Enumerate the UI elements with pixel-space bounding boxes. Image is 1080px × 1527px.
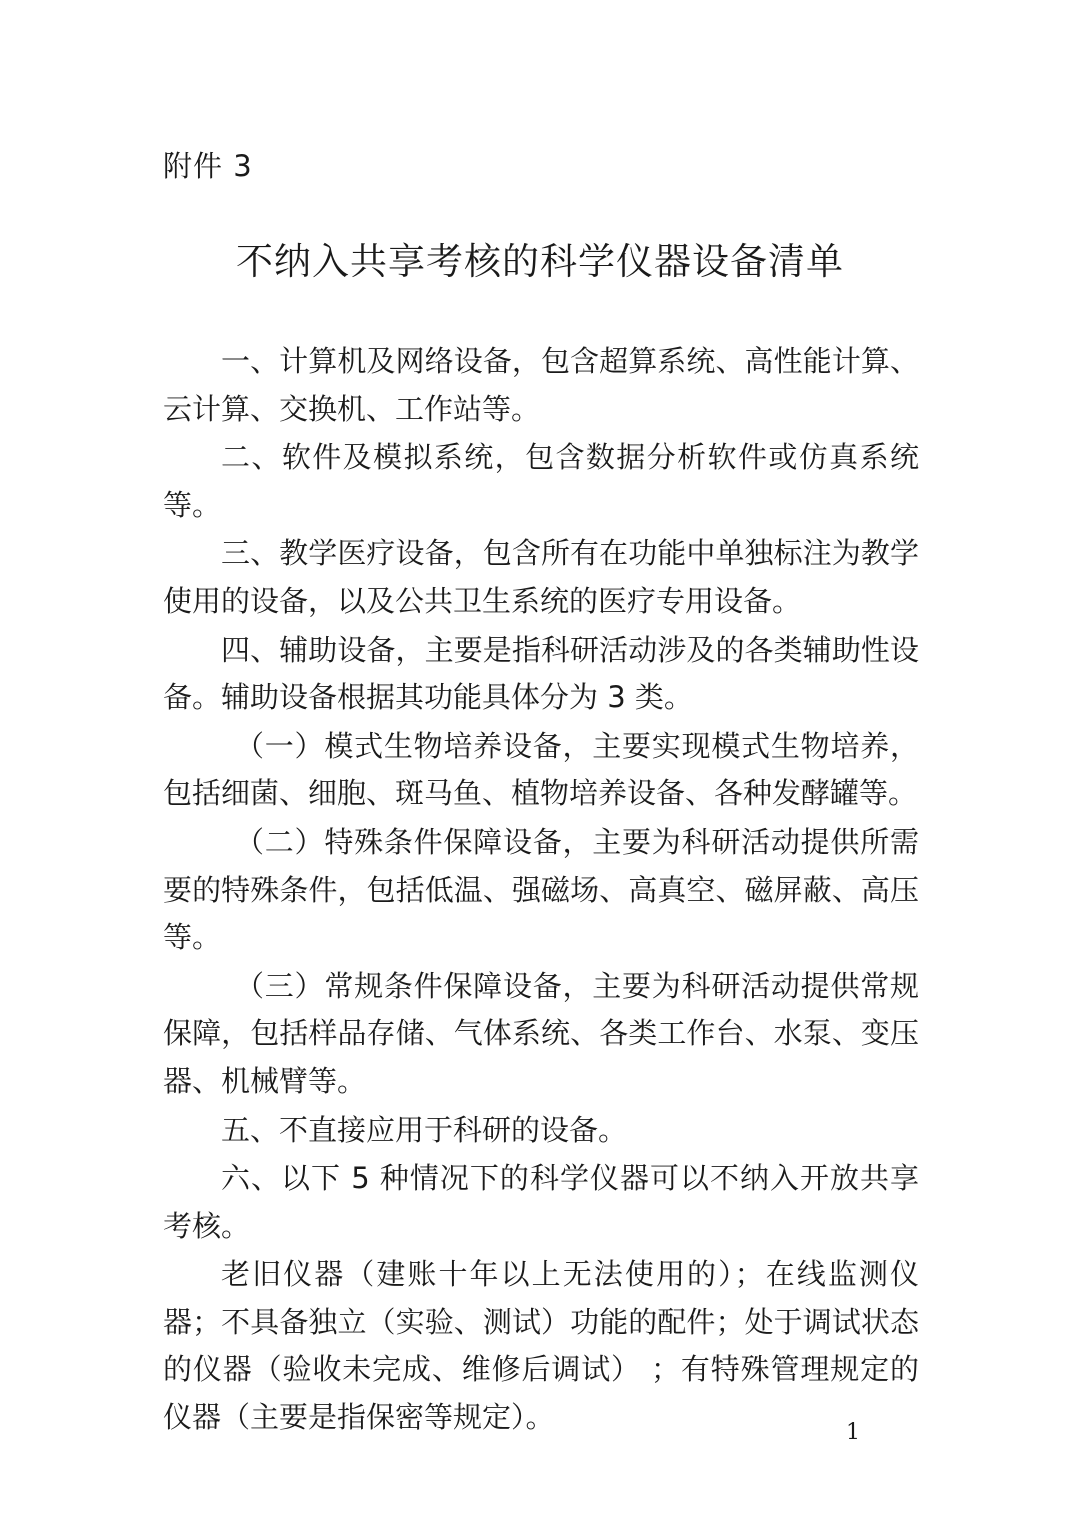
paragraph-five-situations: 六、以下 5 种情况下的科学仪器可以不纳入开放共享考核。 — [163, 1161, 919, 1243]
paragraph-special-conditions: （二）特殊条件保障设备，主要为科研活动提供所需要的特殊条件，包括低温、强磁场、高真空、磁屏蔽、高压等。 — [163, 824, 919, 955]
document-title: 不纳入共享考核的科学仪器设备清单 — [236, 240, 844, 283]
paragraph-computing-equipment: 一、计算机及网络设备，包含超算系统、高性能计算、云计算、交换机、工作站等。 — [163, 344, 919, 426]
paragraph-software-simulation: 二、软件及模拟系统，包含数据分析软件或仿真系统等。 — [163, 440, 919, 522]
paragraph-regular-conditions: （三）常规条件保障设备，主要为科研活动提供常规保障，包括样品存储、气体系统、各类工作台、水泵、变压器、机械臂等。 — [163, 968, 919, 1098]
document-body — [163, 338, 919, 1443]
page-number: 1 — [846, 1420, 860, 1445]
paragraph-model-organism: （一）模式生物培养设备，主要实现模式生物培养，包括细菌、细胞、斑马鱼、植物培养设备、各种发酵罐等。 — [163, 728, 919, 811]
paragraph-non-research: 五、不直接应用于科研的设备。 — [221, 1112, 628, 1147]
paragraph-auxiliary-equipment: 四、辅助设备，主要是指科研活动涉及的各类辅助性设备。辅助设备根据其功能具体分为 3 类。 — [163, 632, 919, 715]
attachment-label: 附件 3 — [163, 149, 253, 183]
paragraph-situation-list: 老旧仪器（建账十年以上无法使用的）；在线监测仪器；不具备独立（实验、测试）功能的配件；处于调试状态的仪器（验收未完成、维修后调试） ；有特殊管理规定的仪器（主要是指保密等规定）。 — [163, 1257, 919, 1435]
paragraph-teaching-medical: 三、教学医疗设备，包含所有在功能中单独标注为教学使用的设备，以及公共卫生系统的医疗专用设备。 — [163, 536, 919, 618]
